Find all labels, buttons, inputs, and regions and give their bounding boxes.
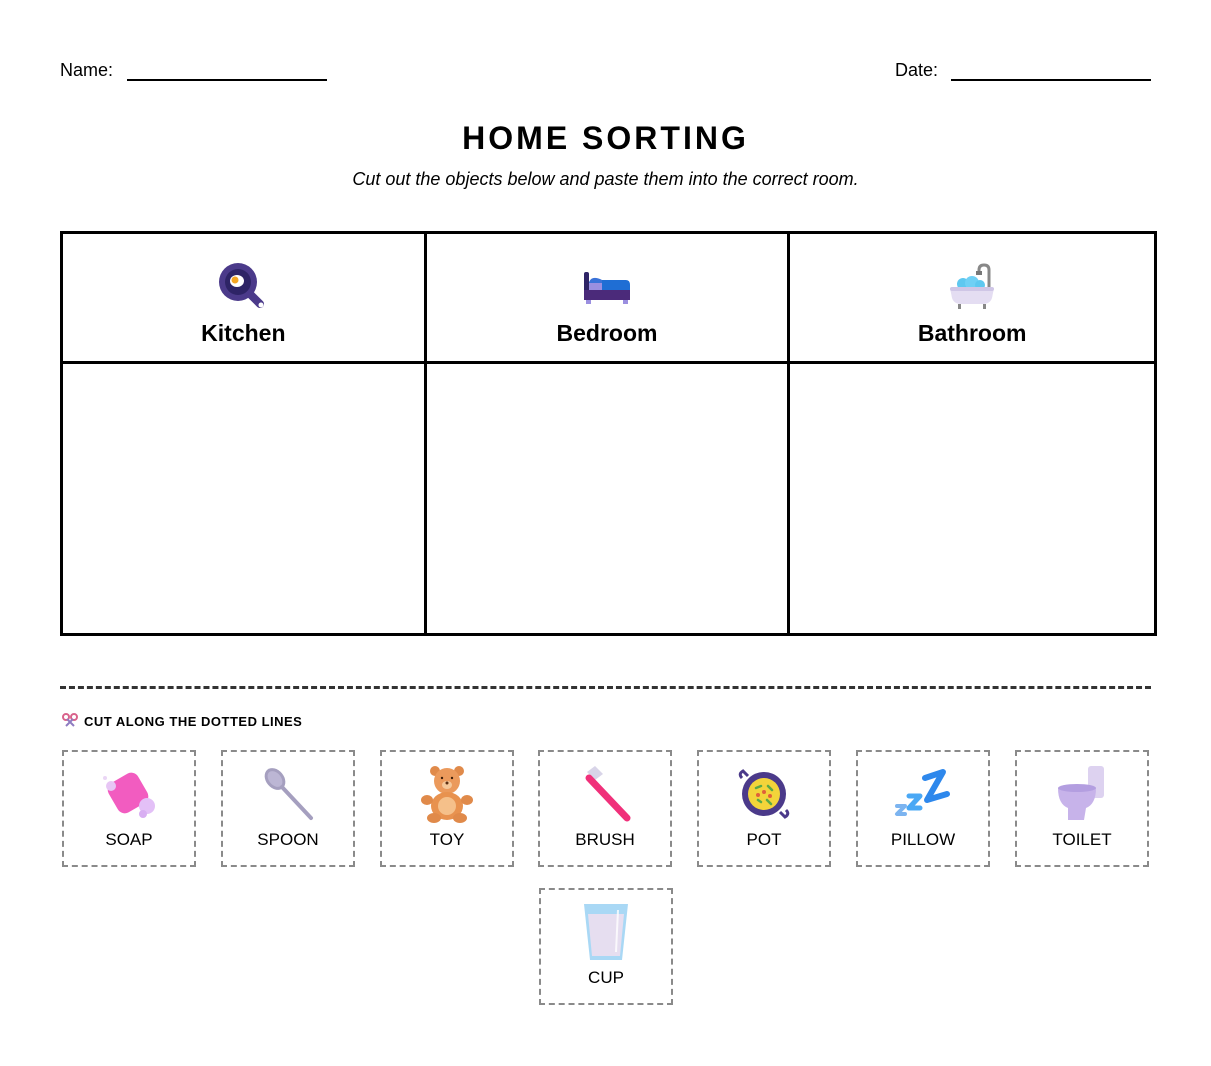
item-card-spoon[interactable] (221, 750, 355, 867)
item-label: CUP (588, 968, 624, 987)
spoon-icon (258, 764, 318, 824)
item-label: BRUSH (575, 830, 635, 849)
room-header-bedroom (427, 234, 791, 364)
item-card-brush[interactable] (538, 750, 672, 867)
zzz-icon (893, 764, 953, 824)
item-card-soap[interactable] (62, 750, 196, 867)
cup-icon (576, 902, 636, 962)
room-header-kitchen (63, 234, 427, 364)
page-title: HOME SORTING (462, 120, 749, 156)
room-header-bathroom (790, 234, 1154, 364)
date-field[interactable] (951, 79, 1151, 81)
cut-label-text: CUT ALONG THE DOTTED LINES (84, 714, 303, 729)
toilet-icon (1052, 764, 1112, 824)
soap-icon (99, 764, 159, 824)
item-label: PILLOW (890, 830, 956, 849)
drop-zone-kitchen[interactable] (63, 364, 427, 633)
drop-zone-bedroom[interactable] (427, 364, 791, 633)
item-label: TOY (429, 830, 465, 849)
item-label: POT (746, 830, 782, 849)
scissors-icon (62, 713, 78, 730)
item-label: TOILET (1052, 830, 1112, 849)
item-card-cup[interactable] (539, 888, 673, 1005)
room-name-bathroom: Bathroom (917, 320, 1027, 346)
bathtub-icon (945, 260, 999, 314)
item-label: SPOON (257, 830, 319, 849)
name-label: Name: (60, 60, 114, 80)
item-card-pot[interactable] (697, 750, 831, 867)
room-name-kitchen: Kitchen (201, 320, 286, 346)
pot-icon (734, 764, 794, 824)
cut-divider (60, 686, 1151, 689)
sorting-table (60, 231, 1157, 636)
cut-instructions (62, 713, 302, 730)
teddy-bear-icon (417, 764, 477, 824)
toothbrush-icon (575, 764, 635, 824)
bed-icon (580, 260, 634, 314)
item-card-toy[interactable] (380, 750, 514, 867)
date-label: Date: (895, 60, 939, 80)
drop-zone-bathroom[interactable] (790, 364, 1154, 633)
name-field[interactable] (127, 79, 327, 81)
room-name-bedroom: Bedroom (556, 320, 658, 346)
item-label: SOAP (105, 830, 153, 849)
frying-pan-icon (216, 260, 270, 314)
instructions: Cut out the objects below and paste them into the correct room. (352, 169, 859, 189)
item-card-toilet[interactable] (1015, 750, 1149, 867)
item-card-pillow[interactable] (856, 750, 990, 867)
